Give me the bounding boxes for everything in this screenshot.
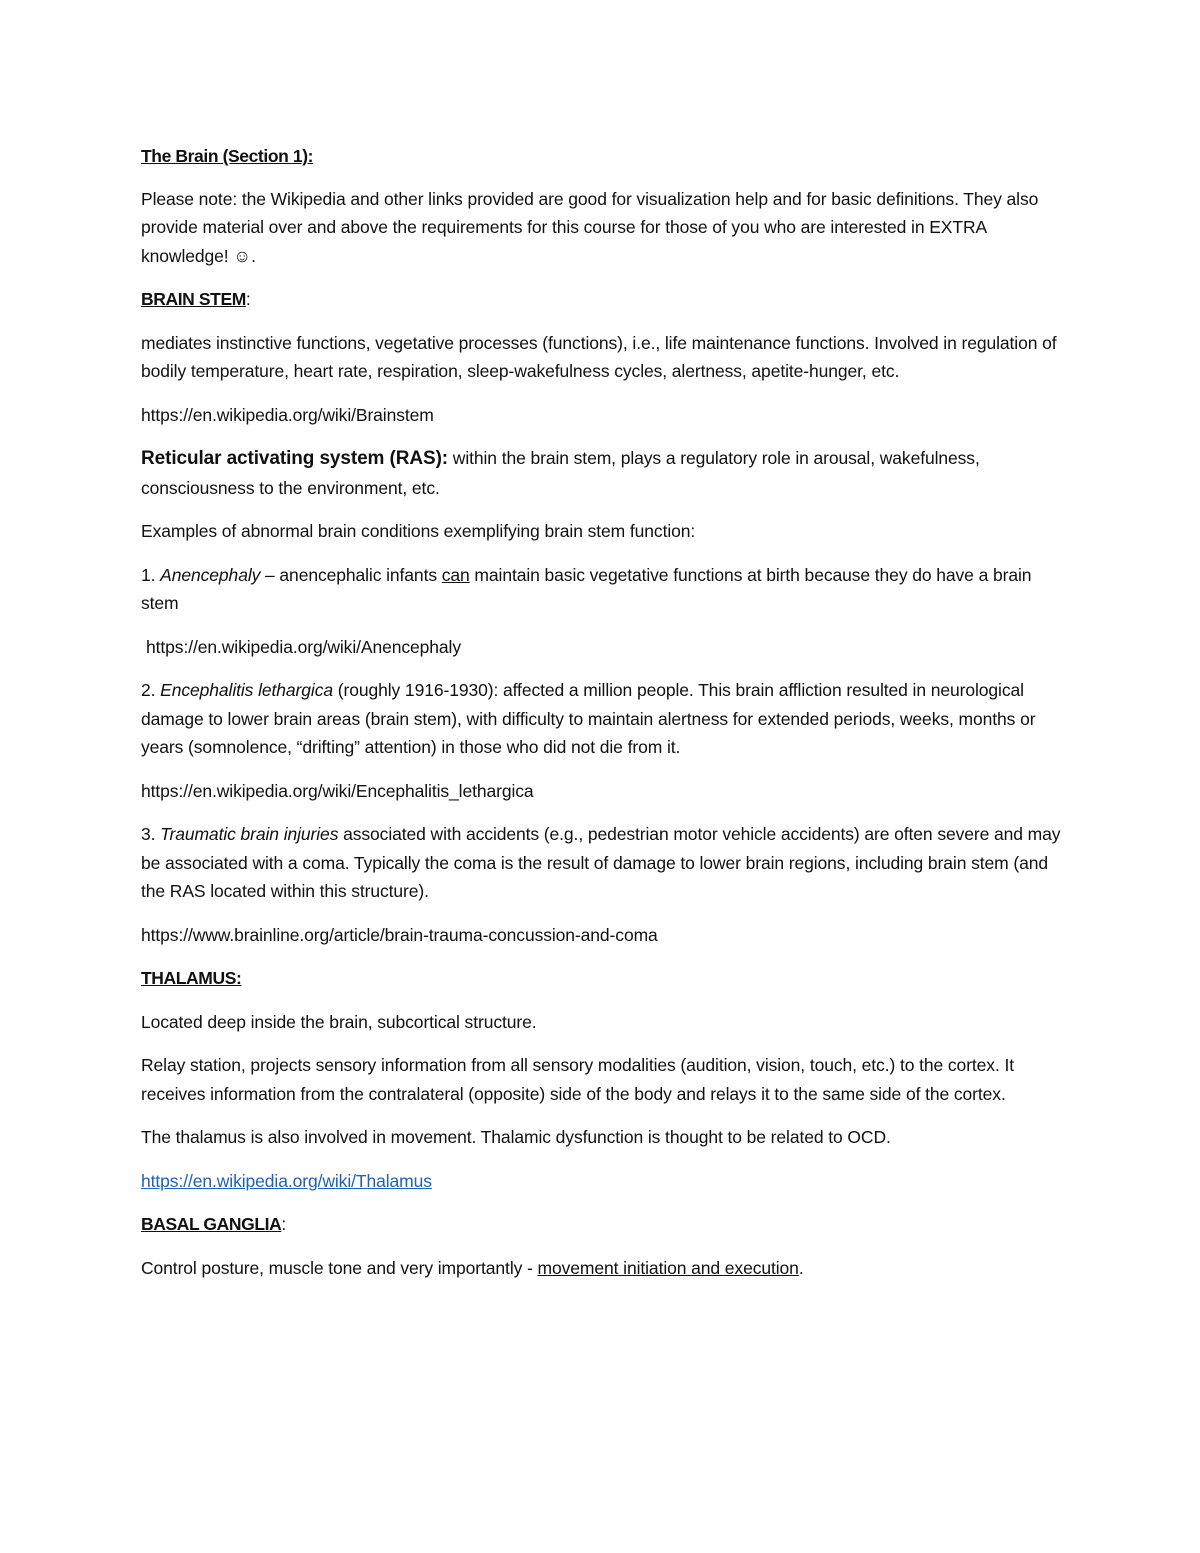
example-text: (roughly 1916-1930): affected a million people. This brain affliction resulted in neurological damage to lower brain areas (brain stem), with difficulty to maintain alertness for extended periods, weeks, months or years (somnolence, “drifting” attention) in those who did not die from it. [141, 680, 1036, 757]
example-number: 2. [141, 680, 161, 700]
note-paragraph: Please note: the Wikipedia and other links provided are good for visualization help and for basic definitions. They also provide material over and above the requirements for this course for those of you who are interested in EXTRA knowledge! ☺. [141, 188, 1039, 266]
anencephaly-link[interactable]: https://en.wikipedia.org/wiki/Anencephaly [146, 636, 461, 657]
basal-ganglia-text: Control posture, muscle tone and very importantly - [141, 1257, 538, 1278]
document-page [141, 142, 1061, 1297]
brain-stem-heading-text: BRAIN STEM [141, 289, 246, 309]
example-encephalitis [141, 676, 1061, 762]
example-number: 3. [141, 824, 161, 844]
page-title [141, 142, 1061, 171]
thalamus-relay: Relay station, projects sensory information from all sensory modalities (audition, vision, touch, etc.) to the cortex. It receives information from the contralateral (opposite) side of the body and relays it to the same side of the cortex. [141, 1055, 1015, 1104]
brain-stem-description: mediates instinctive functions, vegetative processes (functions), i.e., life maintenance functions. Involved in regulation of bodily temperature, heart rate, respiration, sleep-wakefulness cycles, alertness, apetite-hunger, etc. [141, 332, 1057, 381]
example-term: Traumatic brain injuries [160, 824, 339, 844]
thalamus-link-paragraph [141, 1167, 1061, 1196]
basal-ganglia-heading [141, 1210, 1061, 1239]
ras-paragraph [141, 444, 1061, 502]
thalamus-link[interactable]: https://en.wikipedia.org/wiki/Thalamus [141, 1170, 432, 1191]
example-emphasis: can [441, 564, 470, 585]
basal-ganglia-heading-colon: : [281, 1214, 287, 1234]
example-anencephaly [141, 561, 1061, 618]
thalamus-location: Located deep inside the brain, subcortical structure. [141, 1011, 537, 1032]
example-term: Encephalitis lethargica [160, 680, 333, 700]
brain-stem-heading [141, 285, 1061, 314]
ras-label: Reticular activating system (RAS): [141, 448, 449, 469]
example-text: – anencephalic infants [260, 564, 442, 585]
basal-ganglia-emphasis: movement initiation and execution [537, 1257, 799, 1278]
examples-intro: Examples of abnormal brain conditions exemplifying brain stem function: [141, 521, 696, 541]
basal-ganglia-period: . [798, 1257, 804, 1278]
example-text: associated with accidents (e.g., pedestrian motor vehicle accidents) are often severe and may be associated with a coma. Typically the coma is the result of damage to lower brain regions, including brain stem (and the RAS located within this structure). [141, 824, 1061, 901]
example-traumatic [141, 820, 1061, 906]
traumatic-link[interactable]: https://www.brainline.org/article/brain-trauma-concussion-and-coma [141, 924, 658, 945]
basal-ganglia-heading-text: BASAL GANGLIA [141, 1214, 282, 1234]
example-text-after: maintain basic vegetative functions at birth because they do have a brain stem [141, 564, 1032, 613]
basal-ganglia-paragraph [141, 1254, 1061, 1283]
brain-stem-heading-colon: : [245, 289, 251, 309]
example-number: 1. [141, 564, 161, 585]
page-title-text: The Brain (Section 1): [141, 146, 314, 166]
brain-stem-link[interactable]: https://en.wikipedia.org/wiki/Brainstem [141, 404, 434, 425]
example-term: Anencephaly [160, 564, 261, 585]
ras-text: within the brain stem, plays a regulatory role in arousal, wakefulness, consciousness to the environment, etc. [141, 448, 980, 498]
encephalitis-link[interactable]: https://en.wikipedia.org/wiki/Encephalitis_lethargica [141, 780, 534, 801]
thalamus-heading [141, 964, 1061, 993]
thalamus-movement: The thalamus is also involved in movement. Thalamic dysfunction is thought to be related to OCD. [141, 1127, 891, 1147]
thalamus-heading-text: THALAMUS: [141, 968, 242, 988]
